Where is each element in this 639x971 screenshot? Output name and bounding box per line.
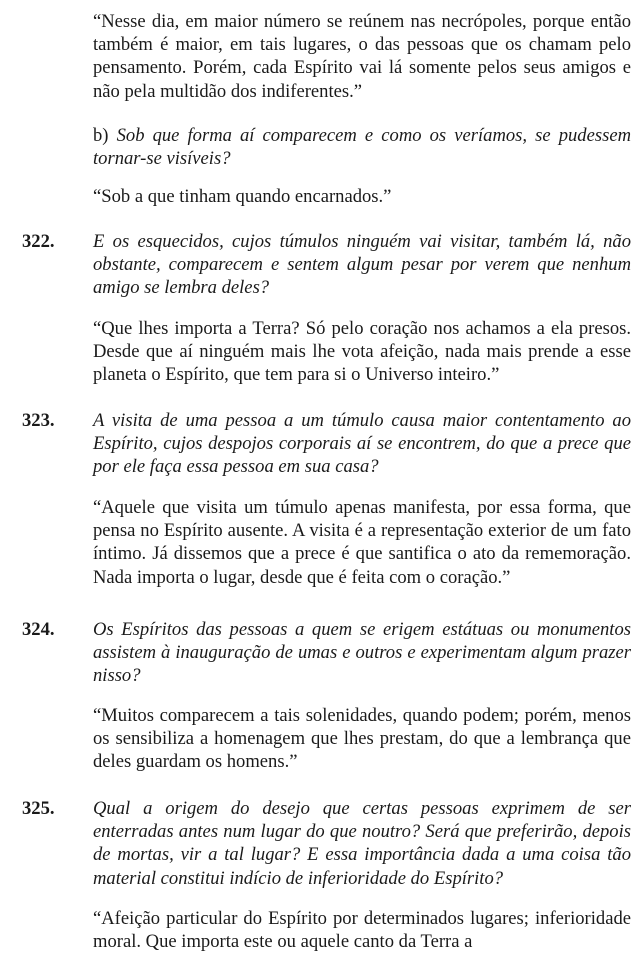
question-number: 322.: [22, 231, 55, 252]
answer-text: “Muitos comparecem a tais solenidades, quando podem; porém, menos os sensibiliza a homenagem que lhes prestam, do que a lembrança que deles guardam os homens.”: [93, 705, 631, 773]
intro-sub-answer: “Sob a que tinham quando encarnados.”: [93, 186, 392, 207]
question-text: Qual a origem do desejo que certas pessoas exprimem de ser enterradas antes num lugar do que noutro? Será que preferirão, depois de mortas, vir a tal lugar? E essa importância dada a uma coisa tão material constitui indício de inferioridade do Espírito?: [93, 798, 631, 889]
question-text: Os Espíritos das pessoas a quem se erigem estátuas ou monumentos assistem à inauguração de umas e outros e experimentam algum prazer nisso?: [93, 619, 631, 687]
sub-question-text: Sob que forma aí comparecem e como os veríamos, se pudessem tornar-se visíveis?: [93, 125, 631, 170]
question-text: E os esquecidos, cujos túmulos ninguém vai visitar, também lá, não obstante, comparecem e sentem algum pesar por verem que nenhum amigo se lembra deles?: [93, 231, 631, 299]
answer-text: “Aquele que visita um túmulo apenas manifesta, por essa forma, que pensa no Espírito ausente. A visita é a representação exterior de um fato íntimo. Já dissemos que a prece é que santifica o ato da rememoração. Nada importa o lugar, desde que é feita com o coração.”: [93, 497, 631, 588]
question-number: 325.: [22, 798, 55, 819]
intro-sub-question: [93, 124, 631, 170]
answer-text: “Afeição particular do Espírito por determinados lugares; inferioridade moral. Que importa este ou aquele canto da Terra a: [93, 908, 631, 953]
question-number: 324.: [22, 619, 55, 640]
sub-question-label: b): [93, 125, 109, 146]
answer-text: “Que lhes importa a Terra? Só pelo coração nos achamos a ela presos. Desde que aí ninguém mais lhe vota afeição, nada mais prende a esse planeta o Espírito, que tem para si o Universo inteiro.”: [93, 318, 631, 386]
question-text: A visita de uma pessoa a um túmulo causa maior contentamento ao Espírito, cujos despojos corporais aí se encontrem, do que a prece que por ele faça essa pessoa em sua casa?: [93, 410, 631, 478]
intro-answer: “Nesse dia, em maior número se reúnem nas necrópoles, porque então também é maior, em tais lugares, o das pessoas que os chamam pelo pensamento. Porém, cada Espírito vai lá somente pelos seus amigos e não pela multidão dos indiferentes.”: [93, 11, 631, 102]
question-number: 323.: [22, 410, 55, 431]
